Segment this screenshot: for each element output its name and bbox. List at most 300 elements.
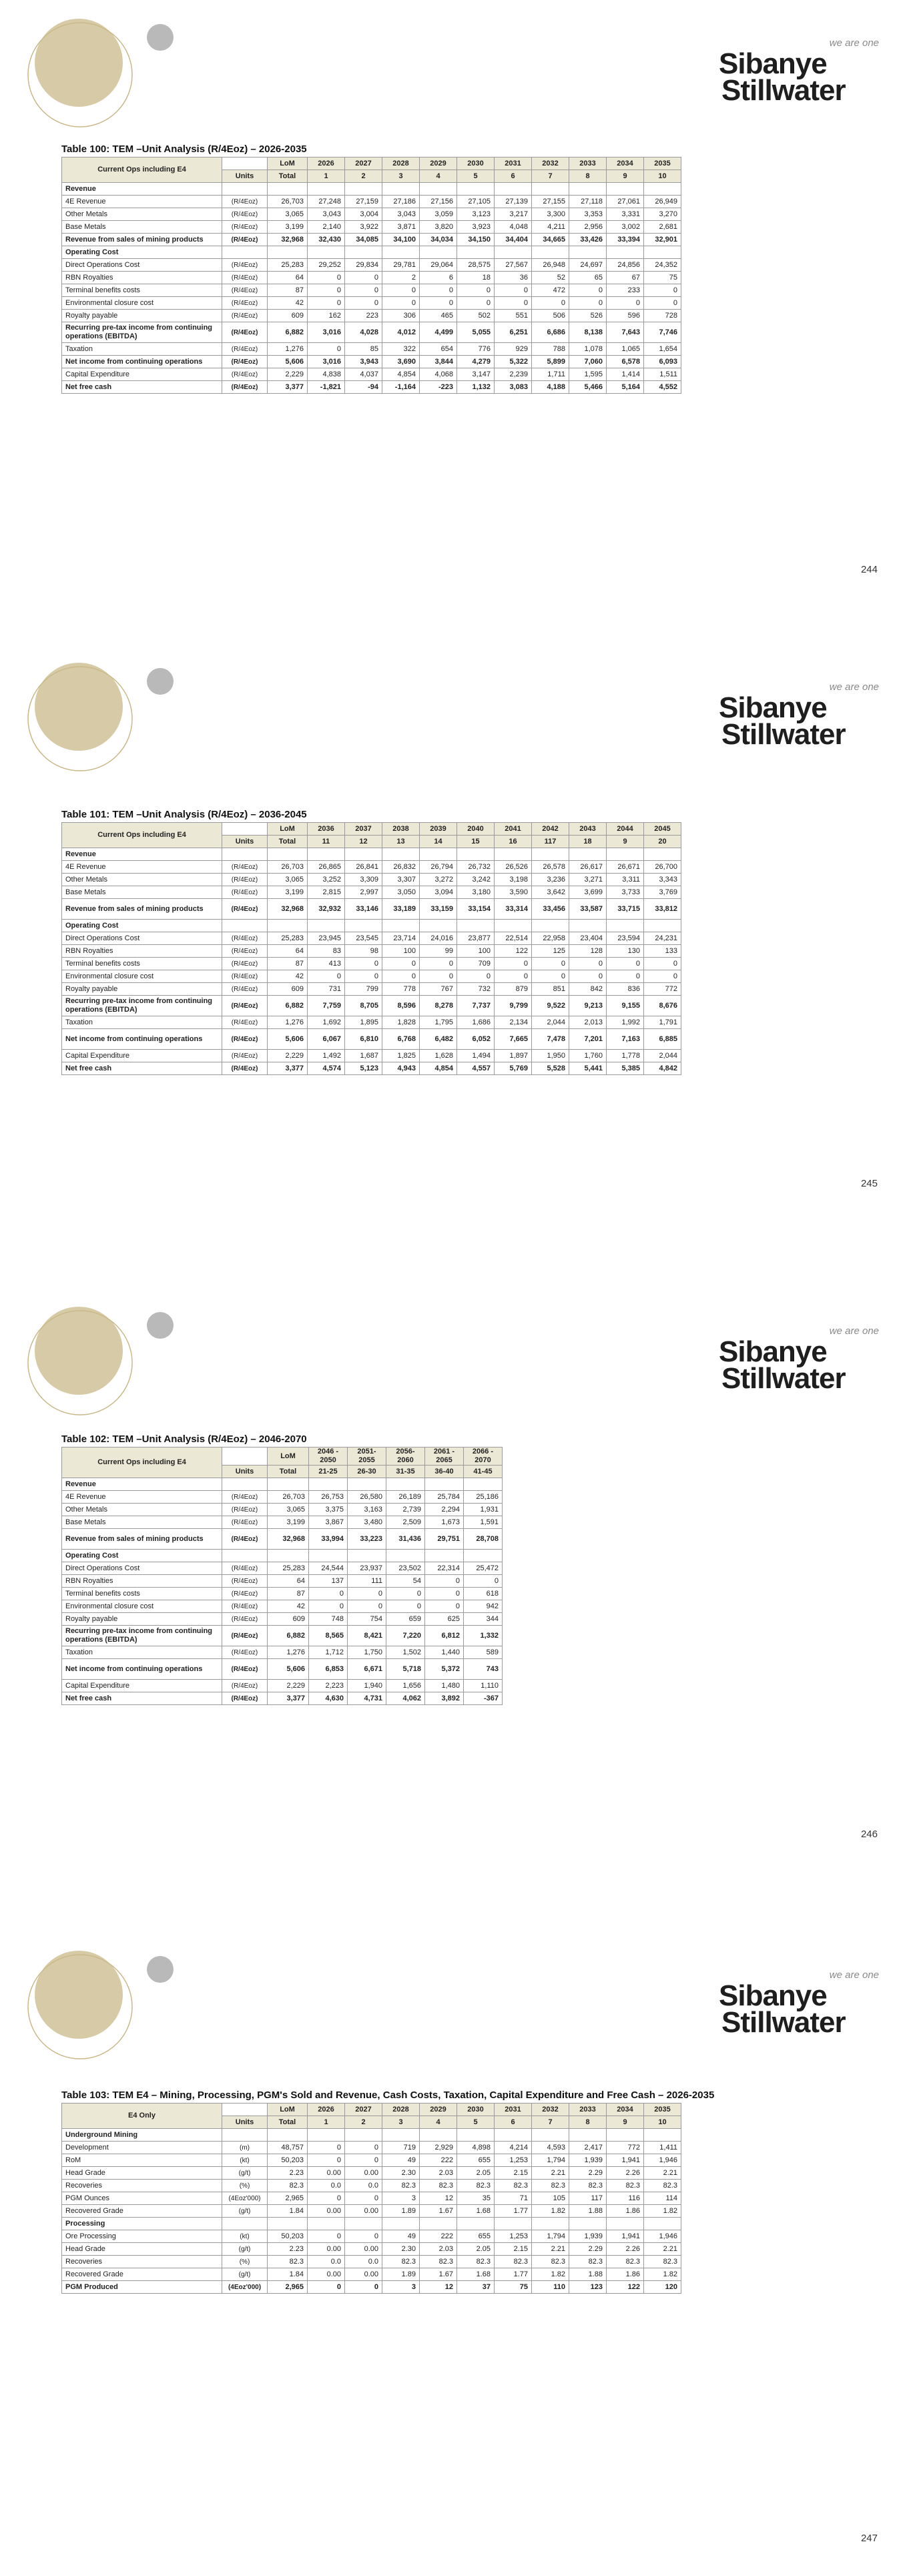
period-header: 2044 (607, 823, 644, 836)
row-unit: (R/4Eoz) (222, 221, 268, 234)
table-cell: 0 (420, 284, 457, 297)
table-cell: 1,595 (569, 368, 607, 381)
table-cell (420, 183, 457, 196)
table-cell (495, 2129, 532, 2142)
table-cell (268, 2129, 308, 2142)
row-unit: (R/4Eoz) (222, 196, 268, 208)
period-header: 2027 (345, 2104, 382, 2116)
table-cell: 1,992 (607, 1016, 644, 1029)
table-cell (425, 1478, 464, 1491)
period-header: 2030 (457, 157, 495, 170)
period-header: 2051- 2055 (348, 1447, 386, 1466)
table-cell: 222 (420, 2154, 457, 2167)
table-row (62, 381, 681, 394)
table-row (62, 196, 681, 208)
table-row (62, 958, 681, 970)
table-row (62, 183, 681, 196)
table-cell: 589 (464, 1646, 503, 1659)
table-cell: 0 (345, 297, 382, 310)
corner-header: Current Ops including E4 (62, 157, 222, 183)
table-cell: 0 (569, 970, 607, 983)
table-cell: 1,332 (464, 1626, 503, 1646)
corner-header: E4 Only (62, 2104, 222, 2129)
table-cell: 42 (268, 970, 308, 983)
table-cell: 82.3 (569, 2256, 607, 2268)
table-cell: 0 (345, 2230, 382, 2243)
row-label: Environmental closure cost (62, 970, 222, 983)
table-cell (348, 1550, 386, 1562)
row-unit: (R/4Eoz) (222, 368, 268, 381)
period-index-header: 6 (495, 2116, 532, 2129)
table-cell: 3,311 (607, 874, 644, 886)
table-cell: 122 (607, 2281, 644, 2294)
table-cell: 5,441 (569, 1062, 607, 1075)
table-cell: 2,294 (425, 1504, 464, 1516)
table-cell: 2,681 (644, 221, 681, 234)
table-cell: 2,997 (345, 886, 382, 899)
table-cell: 29,781 (382, 259, 420, 272)
row-unit: (R/4Eoz) (222, 1050, 268, 1062)
table-cell: 743 (464, 1659, 503, 1680)
table-cell: 609 (268, 983, 308, 996)
table-cell: 137 (309, 1575, 348, 1588)
period-index-header: 9 (607, 836, 644, 848)
table-cell: 25,186 (464, 1491, 503, 1504)
table-cell: 29,751 (425, 1529, 464, 1550)
table-cell: 3,307 (382, 874, 420, 886)
table-cell: 0 (569, 958, 607, 970)
table-cell: 2.03 (420, 2243, 457, 2256)
table-cell: 1,411 (644, 2142, 681, 2154)
data-table (61, 1447, 503, 1705)
table-cell: 0 (382, 958, 420, 970)
table-row (62, 2192, 681, 2205)
company-logo (719, 1969, 879, 2043)
table-cell (268, 1478, 309, 1491)
table-cell: 3,480 (348, 1516, 386, 1529)
table-cell: 8,565 (309, 1626, 348, 1646)
period-header: 2037 (345, 823, 382, 836)
table-row (62, 234, 681, 246)
table-cell: 2,965 (268, 2192, 308, 2205)
table-cell: 98 (345, 945, 382, 958)
row-label: 4E Revenue (62, 1491, 222, 1504)
row-label: Base Metals (62, 221, 222, 234)
row-unit: (R/4Eoz) (222, 1692, 268, 1705)
table-cell: 117 (569, 2192, 607, 2205)
row-unit: (R/4Eoz) (222, 1588, 268, 1600)
table-cell: 27,186 (382, 196, 420, 208)
period-header: 2032 (532, 2104, 569, 2116)
table-cell: 2,013 (569, 1016, 607, 1029)
table-cell: 1,712 (309, 1646, 348, 1659)
table-cell: 6,671 (348, 1659, 386, 1680)
table-cell: 27,139 (495, 196, 532, 208)
table-cell: 110 (532, 2281, 569, 2294)
period-header: 2026 (308, 157, 345, 170)
table-cell: 472 (532, 284, 569, 297)
table-cell: 4,279 (457, 356, 495, 368)
report-page (0, 1288, 911, 1932)
table-cell (495, 848, 532, 861)
table-cell: 1.67 (420, 2205, 457, 2218)
row-label: Operating Cost (62, 920, 222, 932)
table-cell: 82.3 (268, 2256, 308, 2268)
row-label: Direct Operations Cost (62, 259, 222, 272)
row-unit: (R/4Eoz) (222, 259, 268, 272)
table-cell: 3,199 (268, 1516, 309, 1529)
table-cell: 3,242 (457, 874, 495, 886)
table-cell: 5,606 (268, 1029, 308, 1050)
period-index-header: 10 (644, 170, 681, 183)
logo-tagline: we are one (829, 37, 879, 49)
row-label: RBN Royalties (62, 272, 222, 284)
table-cell: 709 (457, 958, 495, 970)
table-cell: 0 (569, 297, 607, 310)
table-cell: 0 (495, 970, 532, 983)
units-header: Units (222, 2116, 268, 2129)
period-header: 2039 (420, 823, 457, 836)
period-index-header: 9 (607, 2116, 644, 2129)
row-label: Capital Expenditure (62, 368, 222, 381)
table-cell: 0 (308, 272, 345, 284)
table-row (62, 246, 681, 259)
table-cell: 1,794 (532, 2230, 569, 2243)
table-cell: 33,394 (607, 234, 644, 246)
logo-tagline: we are one (829, 1969, 879, 1981)
table-cell (569, 2129, 607, 2142)
table-cell: 748 (309, 1613, 348, 1626)
logo-line-2: Stillwater (721, 74, 846, 107)
table-cell: 2,229 (268, 1050, 308, 1062)
table-cell: 344 (464, 1613, 503, 1626)
period-index-header: 21-25 (309, 1466, 348, 1478)
table-cell: 4,499 (420, 322, 457, 343)
table-cell: 26,948 (532, 259, 569, 272)
table-cell: 0 (532, 297, 569, 310)
table-cell: 3,375 (309, 1504, 348, 1516)
table-row (62, 1680, 503, 1692)
table-cell (569, 246, 607, 259)
table-cell: 1.77 (495, 2268, 532, 2281)
table-cell (345, 2129, 382, 2142)
logo-line-2: Stillwater (721, 1362, 846, 1395)
table-cell: 3,272 (420, 874, 457, 886)
table-cell: 24,856 (607, 259, 644, 272)
table-cell: 719 (382, 2142, 420, 2154)
table-cell: 23,404 (569, 932, 607, 945)
table-cell: 0 (464, 1575, 503, 1588)
table-cell: 754 (348, 1613, 386, 1626)
table-cell (420, 920, 457, 932)
table-cell: 26,526 (495, 861, 532, 874)
table-cell: 1,494 (457, 1050, 495, 1062)
table-cell: 1,946 (644, 2230, 681, 2243)
table-cell: 0 (345, 2154, 382, 2167)
row-label: Capital Expenditure (62, 1050, 222, 1062)
table-cell (382, 848, 420, 861)
table-cell (308, 2129, 345, 2142)
row-label: RoM (62, 2154, 222, 2167)
table-cell: 3,922 (345, 221, 382, 234)
table-row (62, 848, 681, 861)
table-cell: 123 (569, 2281, 607, 2294)
table-cell: 23,545 (345, 932, 382, 945)
table-row (62, 1613, 503, 1626)
row-unit: (kt) (222, 2154, 268, 2167)
table-cell: 4,898 (457, 2142, 495, 2154)
table-cell: 82.3 (495, 2256, 532, 2268)
company-logo (719, 37, 879, 111)
table-cell: 4,068 (420, 368, 457, 381)
table-cell: 82.3 (569, 2180, 607, 2192)
table-cell: 3,871 (382, 221, 420, 234)
table-cell: 2.15 (495, 2243, 532, 2256)
period-header: 2042 (532, 823, 569, 836)
table-row (62, 208, 681, 221)
table-cell: 5,606 (268, 356, 308, 368)
table-row (62, 1659, 503, 1680)
row-unit: (g/t) (222, 2205, 268, 2218)
row-unit: (R/4Eoz) (222, 1659, 268, 1680)
row-unit (222, 183, 268, 196)
header-row (62, 823, 681, 836)
table-cell: 1.67 (420, 2268, 457, 2281)
table-cell: 1,711 (532, 368, 569, 381)
table-cell (532, 2129, 569, 2142)
table-cell: 12 (420, 2281, 457, 2294)
table-cell: 0 (425, 1575, 464, 1588)
row-unit: (R/4Eoz) (222, 861, 268, 874)
table-cell: 6,578 (607, 356, 644, 368)
table-cell: 1.89 (382, 2268, 420, 2281)
table-cell: 1,132 (457, 381, 495, 394)
row-label: Recoveries (62, 2180, 222, 2192)
table-cell: 82.3 (607, 2180, 644, 2192)
table-cell: 3,198 (495, 874, 532, 886)
table-cell (644, 848, 681, 861)
row-label: Royalty payable (62, 310, 222, 322)
period-index-header: 11 (308, 836, 345, 848)
table-cell: 2.21 (532, 2243, 569, 2256)
table-cell: 1.89 (382, 2205, 420, 2218)
table-cell (464, 1478, 503, 1491)
period-header: 2030 (457, 2104, 495, 2116)
table-cell: 33,812 (644, 899, 681, 920)
row-unit: (R/4Eoz) (222, 356, 268, 368)
table-cell (569, 2218, 607, 2230)
table-cell: 82.3 (644, 2180, 681, 2192)
table-cell: 22,514 (495, 932, 532, 945)
table-cell: 609 (268, 1613, 309, 1626)
table-cell: 42 (268, 297, 308, 310)
table-cell: 27,248 (308, 196, 345, 208)
table-cell: 4,593 (532, 2142, 569, 2154)
row-label: Head Grade (62, 2243, 222, 2256)
table-cell: 3,147 (457, 368, 495, 381)
table-cell: 26,949 (644, 196, 681, 208)
table-cell: 82.3 (457, 2256, 495, 2268)
data-table (61, 157, 681, 394)
table-cell: 9,213 (569, 996, 607, 1016)
period-header: 2061 - 2065 (425, 1447, 464, 1466)
table-cell: 2,739 (386, 1504, 425, 1516)
table-cell: 4,731 (348, 1692, 386, 1705)
table-cell: 1,440 (425, 1646, 464, 1659)
table-cell: 8,705 (345, 996, 382, 1016)
table-cell: 659 (386, 1613, 425, 1626)
table-cell: 2.29 (569, 2167, 607, 2180)
table-cell: 0 (425, 1588, 464, 1600)
table-cell: 6,885 (644, 1029, 681, 1050)
row-label: 4E Revenue (62, 861, 222, 874)
period-index-header: 12 (345, 836, 382, 848)
page-number: 245 (860, 1178, 878, 1189)
table-cell: 0 (308, 284, 345, 297)
row-label: Net free cash (62, 381, 222, 394)
table-cell: 34,665 (532, 234, 569, 246)
table-cell: 8,278 (420, 996, 457, 1016)
table-cell: 1.86 (607, 2205, 644, 2218)
table-cell: 82.3 (420, 2256, 457, 2268)
table-cell: 1,939 (569, 2230, 607, 2243)
table-cell: 48,757 (268, 2142, 308, 2154)
row-unit (222, 2218, 268, 2230)
table-cell: 7,746 (644, 322, 681, 343)
table-cell (268, 1550, 309, 1562)
table-cell: 0 (644, 958, 681, 970)
table-cell: 125 (532, 945, 569, 958)
row-unit: (R/4Eoz) (222, 899, 268, 920)
table-cell (607, 183, 644, 196)
table-cell: 3,016 (308, 356, 345, 368)
table-cell: 1,253 (495, 2230, 532, 2243)
table-row (62, 1062, 681, 1075)
table-cell: 0 (457, 297, 495, 310)
table-cell: 4,012 (382, 322, 420, 343)
table-cell: 3 (382, 2192, 420, 2205)
row-unit: (R/4Eoz) (222, 381, 268, 394)
table-cell: 0.0 (345, 2180, 382, 2192)
table-cell: 4,028 (345, 322, 382, 343)
table-cell: 3,377 (268, 1062, 308, 1075)
table-row (62, 874, 681, 886)
table-cell: 3,065 (268, 1504, 309, 1516)
table-cell: 32,968 (268, 899, 308, 920)
row-label: Terminal benefits costs (62, 284, 222, 297)
period-index-header: 2 (345, 2116, 382, 2129)
table-row (62, 1626, 503, 1646)
table-cell: 75 (495, 2281, 532, 2294)
row-label: PGM Ounces (62, 2192, 222, 2205)
row-label: Other Metals (62, 1504, 222, 1516)
table-cell: 26,841 (345, 861, 382, 874)
table-cell: 0 (386, 1588, 425, 1600)
table-cell: 1,750 (348, 1646, 386, 1659)
table-cell: 1.82 (532, 2205, 569, 2218)
table-cell (457, 2129, 495, 2142)
table-cell (345, 920, 382, 932)
table-cell: 655 (457, 2230, 495, 2243)
table-cell: 4,854 (420, 1062, 457, 1075)
table-cell: 4,048 (495, 221, 532, 234)
table-cell: 5,385 (607, 1062, 644, 1075)
row-unit: (R/4Eoz) (222, 958, 268, 970)
logo-wordmark (719, 691, 879, 751)
period-header: 2035 (644, 2104, 681, 2116)
logo-wordmark (719, 47, 879, 107)
table-cell: 28,708 (464, 1529, 503, 1550)
table-cell: 2.23 (268, 2167, 308, 2180)
table-cell: 3,065 (268, 874, 308, 886)
table-cell (345, 246, 382, 259)
table-cell: 23,937 (348, 1562, 386, 1575)
table-cell: 1,791 (644, 1016, 681, 1029)
table-cell: 5,528 (532, 1062, 569, 1075)
table-cell: 6,812 (425, 1626, 464, 1646)
period-index-header: 3 (382, 2116, 420, 2129)
table-cell: 27,155 (532, 196, 569, 208)
table-cell: 1,897 (495, 1050, 532, 1062)
table-row (62, 2218, 681, 2230)
table-cell: 1.82 (644, 2205, 681, 2218)
row-label: Net free cash (62, 1062, 222, 1075)
period-header: LoM (268, 2104, 308, 2116)
period-header: 2034 (607, 2104, 644, 2116)
row-unit: (g/t) (222, 2167, 268, 2180)
row-unit (222, 2129, 268, 2142)
table-cell: 1,687 (345, 1050, 382, 1062)
table-cell: 82.3 (420, 2180, 457, 2192)
table-cell (532, 848, 569, 861)
row-label: Recurring pre-tax income from continuing operations (EBITDA) (62, 996, 222, 1016)
table-cell: 0 (644, 297, 681, 310)
row-unit: (R/4Eoz) (222, 272, 268, 284)
table-cell: 3,769 (644, 886, 681, 899)
table-cell: 6,482 (420, 1029, 457, 1050)
table-cell: 7,201 (569, 1029, 607, 1050)
table-cell: 0 (345, 958, 382, 970)
report-page (0, 644, 911, 1288)
table-cell: 3,377 (268, 1692, 309, 1705)
row-unit: (R/4Eoz) (222, 1016, 268, 1029)
table-cell: 26,617 (569, 861, 607, 874)
period-header: LoM (268, 1447, 309, 1466)
row-unit: (R/4Eoz) (222, 343, 268, 356)
table-cell: 8,676 (644, 996, 681, 1016)
row-label: Capital Expenditure (62, 1680, 222, 1692)
table-cell: 28,575 (457, 259, 495, 272)
table-cell: 0 (308, 343, 345, 356)
table-cell: 3,353 (569, 208, 607, 221)
table-cell: 2.26 (607, 2243, 644, 2256)
row-unit: (R/4Eoz) (222, 886, 268, 899)
table-cell: 22,314 (425, 1562, 464, 1575)
table-cell: 33,159 (420, 899, 457, 920)
table-row (62, 945, 681, 958)
table-cell: 3 (382, 2281, 420, 2294)
period-index-header: 6 (495, 170, 532, 183)
table-row (62, 310, 681, 322)
table-cell: 3,699 (569, 886, 607, 899)
table-cell: 23,877 (457, 932, 495, 945)
row-label: Recoveries (62, 2256, 222, 2268)
table-cell: 0 (532, 970, 569, 983)
table-cell: 0 (345, 970, 382, 983)
table-cell (382, 183, 420, 196)
table-cell (268, 246, 308, 259)
logo-line-1: Sibanye (719, 1979, 827, 2012)
